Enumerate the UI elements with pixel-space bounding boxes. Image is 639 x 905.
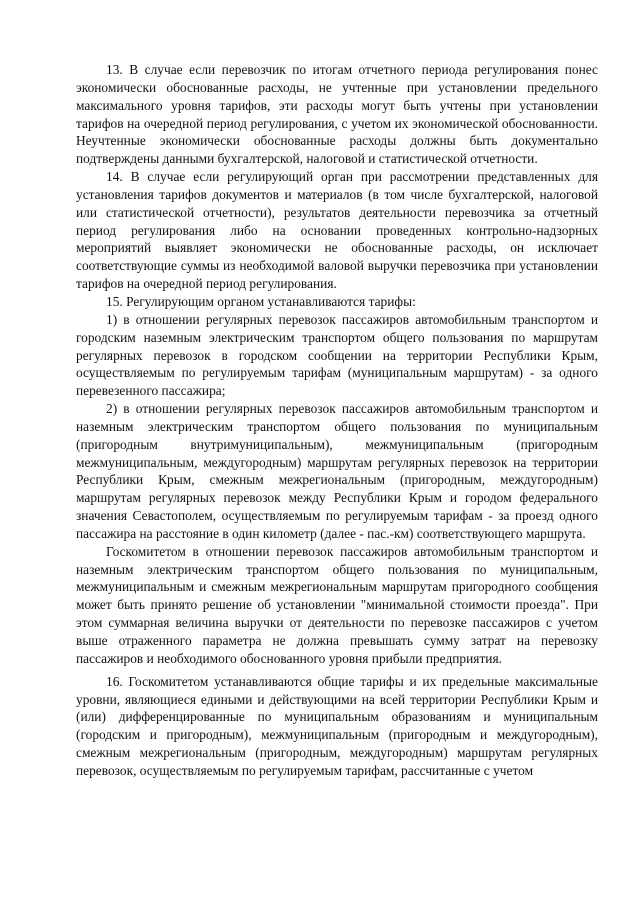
paragraph-14: 14. В случае если регулирующий орган при рассмотрении представленных для установления тарифов документов и материалов (в том числе бухгалтерской, налоговой или статистической отчетности), результатов деятельности перевозчика за отчетный период регулирования либо на основании проведенных контрольно-надзорных мероприятий выявляет экономически не обоснованные расходы, он исключает соответствующие суммы из необходимой валовой выручки перевозчика при установлении тарифов на очередной период регулирования.	[76, 169, 598, 292]
paragraph-15-item-2: 2) в отношении регулярных перевозок пассажиров автомобильным транспортом и наземным электрическим транспортом общего пользования по муниципальным (пригородным внутримуниципальным), межмуниципальным (пригородным межмуниципальным, междугородным) маршрутам регулярных перевозок на территории Республики Крым, смежным межрегиональным (пригородным, междугородным) маршрутам регулярных перевозок между Республики Крым и городом федерального значения Севастополем, осуществляемым по регулируемым тарифам - за проезд одного пассажира на расстояние в один километр (далее - пас.-км) соответствующего маршрута.	[76, 401, 598, 541]
document-page	[76, 61, 598, 780]
paragraph-goskomitet: Госкомитетом в отношении перевозок пассажиров автомобильным транспортом и наземным электрическим транспортом общего пользования по муниципальным, межмуниципальным и смежным межрегиональным маршрутам пригородного сообщения может быть принято решение об установлении "минимальной стоимости проезда". При этом суммарная величина выручки от деятельности по перевозке пассажиров с учетом выше отраженного параметра не должна превышать сумму затрат на перевозку пассажиров и необходимого обоснованного уровня прибыли предприятия.	[76, 543, 598, 666]
paragraph-16: 16. Госкомитетом устанавливаются общие тарифы и их предельные максимальные уровни, являющиеся едиными и действующими на всей территории Республики Крым и (или) дифференцированные по муниципальным образованиям и муниципальным (городским и пригородным), межмуниципальным (пригородным и междугородным), смежным межрегиональным (пригородным, междугородным) маршрутам регулярных перевозок, осуществляемым по регулируемым тарифам, рассчитанные с учетом	[76, 673, 598, 778]
paragraph-15-item-1: 1) в отношении регулярных перевозок пассажиров автомобильным транспортом и городским наземным электрическим транспортом общего пользования по маршрутам регулярных перевозок в городском сообщении на территории Республики Крым, осуществляемым по регулируемым тарифам (муниципальным маршрутам) - за одного перевезенного пассажира;	[76, 311, 598, 399]
paragraph-13: 13. В случае если перевозчик по итогам отчетного периода регулирования понес экономически обоснованные расходы, не учтенные при установлении предельного максимального уровня тарифов, эти расходы могут быть учтены при установлении тарифов на очередной период регулирования, с учетом их экономической обоснованности. Неучтенные экономически обоснованные расходы должны быть документально подтверждены данными бухгалтерской, налоговой и статистической отчетности.	[76, 62, 598, 167]
paragraph-15: 15. Регулирующим органом устанавливаются тарифы:	[106, 293, 416, 309]
